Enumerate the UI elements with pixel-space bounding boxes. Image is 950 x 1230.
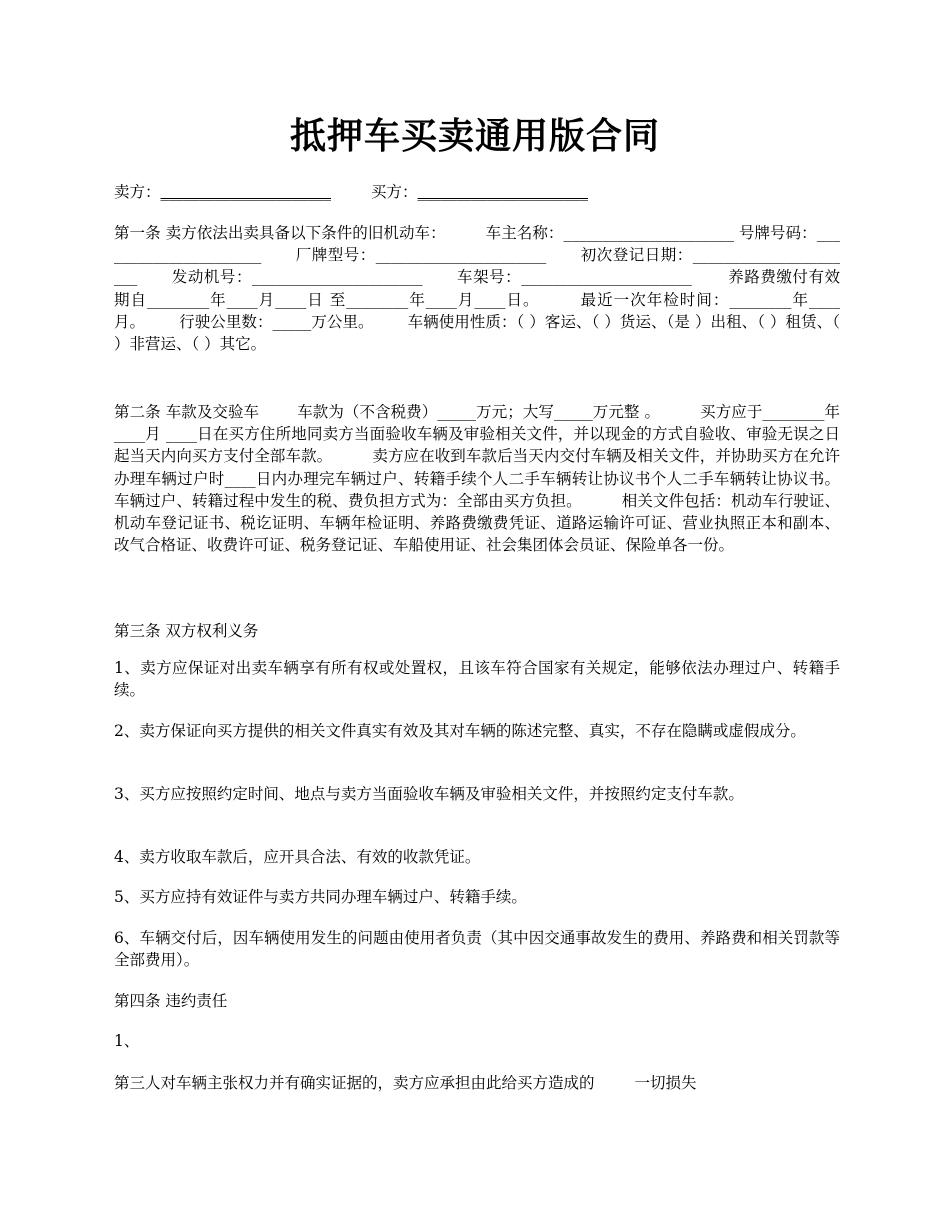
price-text: 车款为（不含税费）_____万元；大写_____万元整 。 [297, 403, 661, 421]
usage-text: 车辆使用性质：（ ）客运、（ ）货运、（是 ）出租、（ ）租赁、（ ）非营运、（ ）其它。 [114, 312, 840, 354]
road-fee-text: 养路费缴付有效期自________年____月____日 至________年____月____日。 [114, 268, 840, 309]
article-4-heading: 第四条 违约责任 [114, 992, 228, 1010]
article-3-item-6: 6、车辆交付后，因车辆使用发生的问题由使用者负责（其中因交通事故发生的费用、养路费和相关罚款等全部费用）。 [114, 929, 840, 970]
engine-label: 发动机号： [171, 268, 252, 287]
seller-label: 卖方： [114, 183, 161, 201]
mileage-text: 行驶公里数：_____万公里。 [179, 312, 374, 331]
owner-label: 车主名称： [485, 224, 564, 242]
article-3-item-4: 4、卖方收取车款后，应开具合法、有效的收款凭证。 [114, 848, 481, 866]
article-3-item-5: 5、买方应持有效证件与卖方共同办理车辆过户、转籍手续。 [114, 888, 527, 906]
article-3-item-2: 2、卖方保证向买方提供的相关文件真实有效及其对车辆的陈述完整、真实，不存在隐瞒或虚假成分。 [114, 722, 806, 740]
article-4-item-1-text [114, 1072, 840, 1094]
model-label: 厂牌型号： [295, 246, 376, 265]
inspection-text: 最近一次年检时间：________年____月。 [114, 290, 840, 331]
article-1 [114, 222, 840, 355]
article-3-heading: 第三条 双方权利义务 [114, 622, 259, 640]
first-reg-blank: ______________________ [114, 246, 840, 287]
article-1-heading: 第一条 卖方依法出卖具备以下条件的旧机动车： [114, 224, 446, 242]
engine-blank: ______________________ [252, 268, 423, 287]
article-3-item-1: 1、卖方应保证对出卖车辆享有所有权或处置权，且该车符合国家有关规定，能够依法办理过户、转籍手续。 [114, 659, 840, 700]
article-2 [114, 401, 840, 556]
documents-text: 相关文件包括：机动车行驶证、机动车登记证书、税讫证明、车辆年检证明、养路费缴费凭证、道路运输许可证、营业执照正本和副本、改气合格证、收费许可证、税务登记证、车船使用证、社会集团体会员证、保险单各一份。 [114, 491, 840, 555]
parties-line [114, 181, 840, 203]
plate-label: 号牌号码： [738, 224, 817, 242]
article-4-item-1-text-b: 一切损失 [634, 1074, 697, 1092]
owner-blank: ______________________ [563, 224, 734, 242]
article-2-heading: 第二条 车款及交验车 [114, 403, 260, 421]
vin-label: 车架号： [456, 268, 522, 287]
seller-delivery-text: 卖方应在收到车款后当天内交付车辆及相关文件，并协助买方在允许办理车辆过户时____日内办理完车辆过户、转籍手续个人二手车辆转让协议书个人二手车辆转让协议书。车辆过户、转籍过程中发生的税、费负担方式为：全部由买方负担。 [114, 447, 840, 510]
buyer-blank: ______________________ [417, 183, 589, 201]
model-blank: ______________________ [375, 246, 547, 265]
buyer-payment-text: 买方应于________年____月 ____日在买方住所地同卖方当面验收车辆及审验相关文件，并以现金的方式自验收、审验无误之日起当天内向买方支付全部车款。 [114, 403, 840, 466]
vin-blank: ______________________ [521, 268, 692, 287]
document-title: 抵押车买卖通用版合同 [289, 115, 660, 157]
plate-blank: ______________________ [114, 224, 840, 265]
article-4-item-1-text-a: 第三人对车辆主张权力并有确实证据的，卖方应承担由此给买方造成的 [114, 1074, 595, 1092]
buyer-label: 买方： [371, 183, 418, 201]
article-3-item-3: 3、买方应按照约定时间、地点与卖方当面验收车辆及审验相关文件，并按照约定支付车款。 [114, 785, 744, 803]
first-reg-label: 初次登记日期： [580, 246, 693, 265]
seller-blank: ______________________ [160, 183, 332, 201]
article-4-item-1-number: 1、 [114, 1032, 140, 1050]
